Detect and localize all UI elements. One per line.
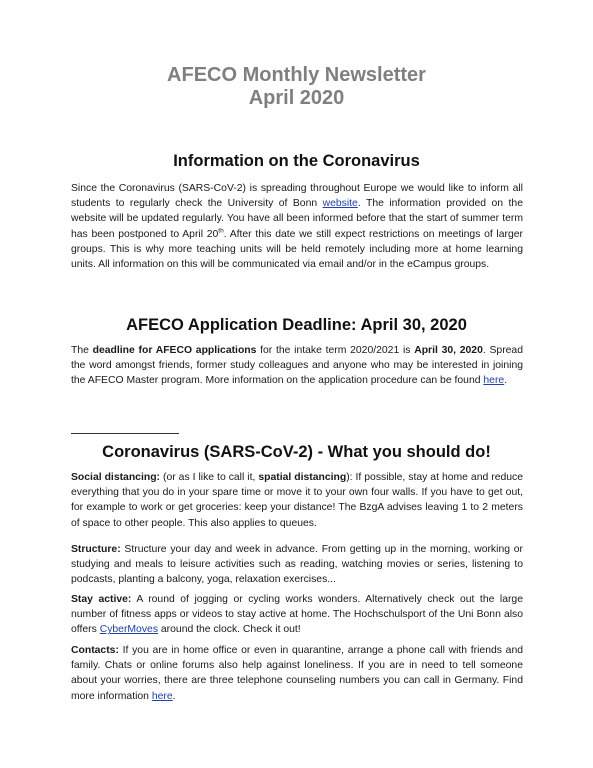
contacts-paragraph: [71, 643, 523, 704]
social-distancing-text-2: ): If possible, stay at home and reduce everything that you do in your spare time or move it to your own four walls. If you have to get out, for example to work or get groceries: keep your distance! The BzgA advises leaving 1 to 2 meters of space to other people. This also applies to queues.: [71, 472, 523, 529]
coronavirus-info-text-2: . The information provided on the website will be updated regularly. You have all been informed before that the start of summer term has been postponed to April 20: [71, 198, 523, 240]
stay-active-label: Stay active:: [71, 594, 132, 605]
social-distancing-text-1: (or as I like to call it,: [160, 472, 259, 483]
stay-active-text-2: around the clock. Check it out!: [158, 624, 301, 636]
coronavirus-info-text-3: . After this date we still expect restrictions on meetings of larger groups. This is why more teaching units will be held remotely including more at home learning units. All information on this will be communicated via email and/or in the eCampus groups.: [71, 228, 523, 271]
application-procedure-link[interactable]: here: [483, 375, 505, 387]
structure-label: Structure:: [71, 544, 121, 555]
deadline-text-4: .: [504, 375, 508, 387]
social-distancing-paragraph: [71, 470, 523, 531]
application-deadline-paragraph: [71, 343, 523, 389]
section-separator: [71, 433, 179, 434]
counseling-info-link[interactable]: here: [151, 690, 173, 702]
newsletter-title-line2: April 2020: [248, 87, 345, 109]
coronavirus-info-text-1: Since the Coronavirus (SARS-CoV-2) is spreading throughout Europe we would like to inform all students to regularly check the University of Bonn: [71, 183, 523, 210]
contacts-text-2: .: [172, 690, 176, 702]
stay-active-paragraph: [71, 592, 523, 638]
structure-text: Structure your day and week in advance. From getting up in the morning, working or studying and meals to leisure activities such as reading, watching movies or series, listening to podcasts, planting a balcony, yoga, relaxation exercises...: [71, 544, 523, 586]
coronavirus-info-paragraph: [71, 181, 523, 272]
heading-coronavirus-info: Information on the Coronavirus: [173, 152, 420, 170]
heading-application-deadline: AFECO Application Deadline: April 30, 2020: [126, 316, 467, 334]
heading-what-to-do: Coronavirus (SARS-CoV-2) - What you should do!: [102, 443, 491, 461]
social-distancing-label: Social distancing:: [71, 472, 161, 483]
stay-active-text-1: A round of jogging or cycling works wonders. Alternatively check out the large number of fitness apps or videos to stay active at home. The Hochschulsport of the Uni Bonn also offers: [71, 594, 523, 636]
contacts-text-1: If you are in home office or even in quarantine, arrange a phone call with friends and family. Chats or online forums also help against loneliness. If you are in need to tell someone about your worries, there are three telephone counseling numbers you can call in Germany. Find more information: [71, 645, 523, 702]
cybermoves-link[interactable]: CyberMoves: [99, 624, 159, 636]
structure-paragraph: [71, 542, 523, 588]
spatial-distancing-bold: spatial distancing: [258, 472, 347, 483]
university-website-link[interactable]: website: [322, 198, 358, 210]
newsletter-title: [0, 64, 593, 110]
deadline-text-3: . Spread the word amongst friends, former study colleagues and anyone who may be interested in joining the AFECO Master program. More information on the application procedure can be found: [71, 345, 523, 387]
deadline-bold-1: deadline for AFECO applications: [92, 345, 257, 356]
newsletter-title-line1: AFECO Monthly Newsletter: [167, 64, 426, 86]
ordinal-suffix: th: [218, 227, 224, 235]
deadline-text-1: The: [71, 345, 93, 356]
deadline-text-2: for the intake term 2020/2021 is: [256, 345, 415, 356]
contacts-label: Contacts:: [71, 645, 119, 656]
deadline-bold-date: April 30, 2020: [414, 345, 483, 356]
